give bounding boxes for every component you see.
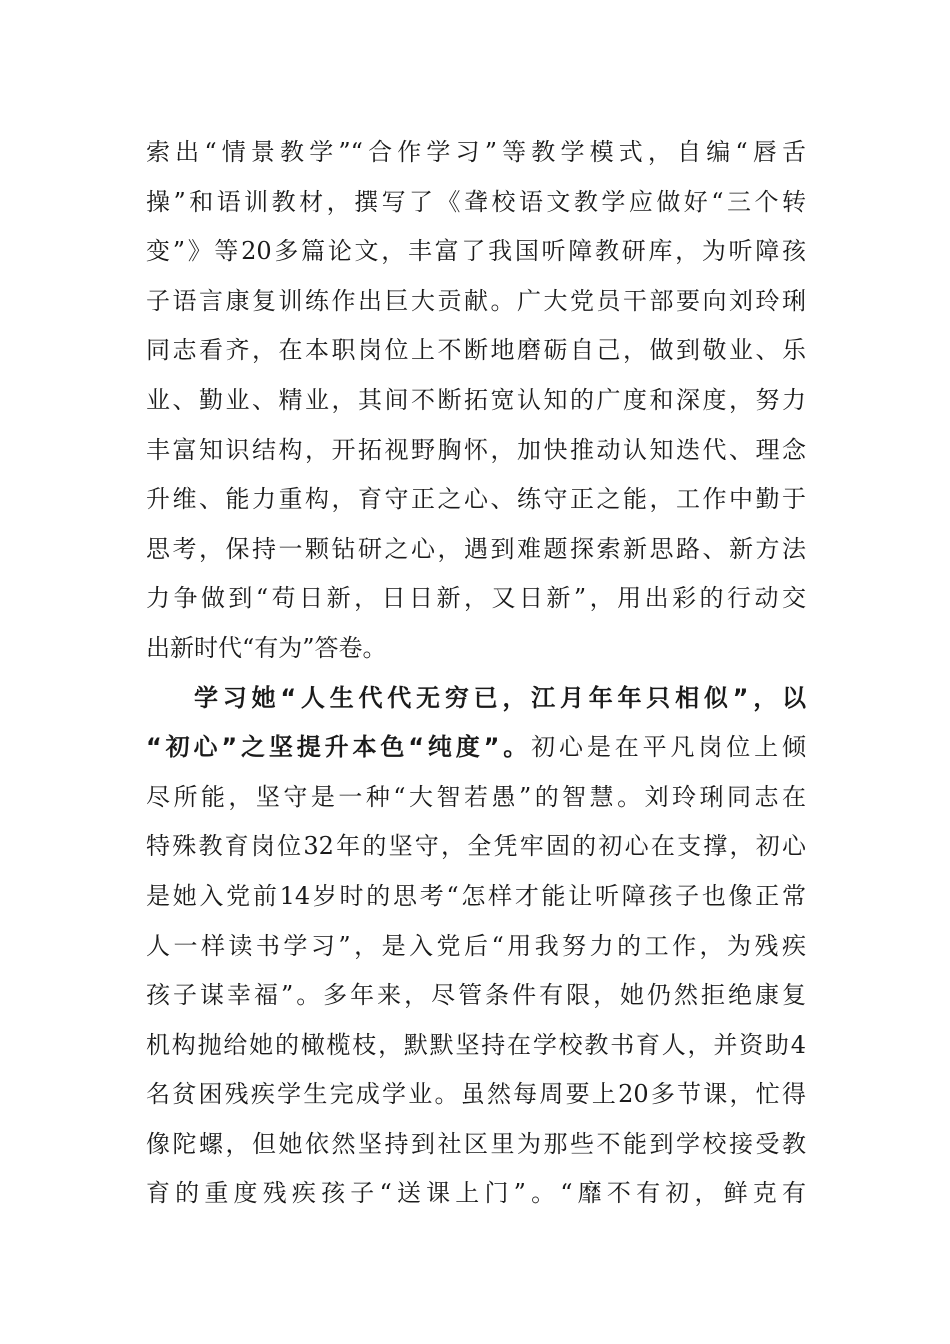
text-line: 丰富知识结构，开拓视野胸怀，加快推动认知迭代、理念 — [146, 435, 806, 464]
text-line: 人一样读书学习”，是入党后“用我努力的工作，为残疾 — [146, 931, 806, 960]
text-line: 特殊教育岗位32年的坚守，全凭牢固的初心在支撑，初心 — [146, 832, 806, 861]
text-line: 思考，保持一颗钻研之心，遇到难题探索新思路、新方法 — [146, 534, 806, 563]
text-line: 名贫困残疾学生完成学业。虽然每周要上20多节课，忙得 — [146, 1080, 806, 1109]
text-line: 出新时代“有为”答卷。 — [146, 633, 387, 662]
text-line: 变”》等20多篇论文，丰富了我国听障教研库，为听障孩 — [146, 237, 806, 266]
text-line: 机构抛给她的橄榄枝，默默坚持在学校教书育人，并资助4 — [146, 1030, 806, 1059]
text-line: 升维、能力重构，育守正之心、练守正之能，工作中勤于 — [146, 485, 806, 514]
text-line — [146, 723, 806, 773]
section-heading: 学习她“人生代代无穷已，江月年年只相似”，以 — [194, 683, 806, 712]
text-line: 孩子谋幸福”。多年来，尽管条件有限，她仍然拒绝康复 — [146, 981, 806, 1010]
text-line: 索出“情景教学”“合作学习”等教学模式，自编“唇舌 — [146, 138, 806, 166]
text-line: 育的重度残疾孩子“送课上门”。“靡不有初，鲜克有 — [146, 1179, 806, 1208]
text-line: 尽所能，坚守是一种“大智若愚”的智慧。刘玲琍同志在 — [146, 782, 806, 811]
text-line: 同志看齐，在本职岗位上不断地磨砺自己，做到敬业、乐 — [146, 336, 806, 365]
text-line-rest: 初心是在平凡岗位上倾 — [531, 733, 807, 762]
text-line: 业、勤业、精业，其间不断拓宽认知的广度和深度，努力 — [146, 385, 806, 414]
text-line: 是她入党前14岁时的思考“怎样才能让听障孩子也像正常 — [146, 881, 806, 910]
body-text — [146, 128, 806, 1219]
text-line: 像陀螺，但她依然坚持到社区里为那些不能到学校接受教 — [146, 1129, 806, 1158]
text-line: 子语言康复训练作出巨大贡献。广大党员干部要向刘玲琍 — [146, 286, 806, 315]
text-line: 操”和语训教材，撰写了《聋校语文教学应做好“三个转 — [146, 187, 806, 216]
text-line: 力争做到“苟日新，日日新，又日新”，用出彩的行动交 — [146, 584, 806, 613]
section-heading-continued: “初心”之坚提升本色“纯度”。 — [146, 733, 532, 762]
